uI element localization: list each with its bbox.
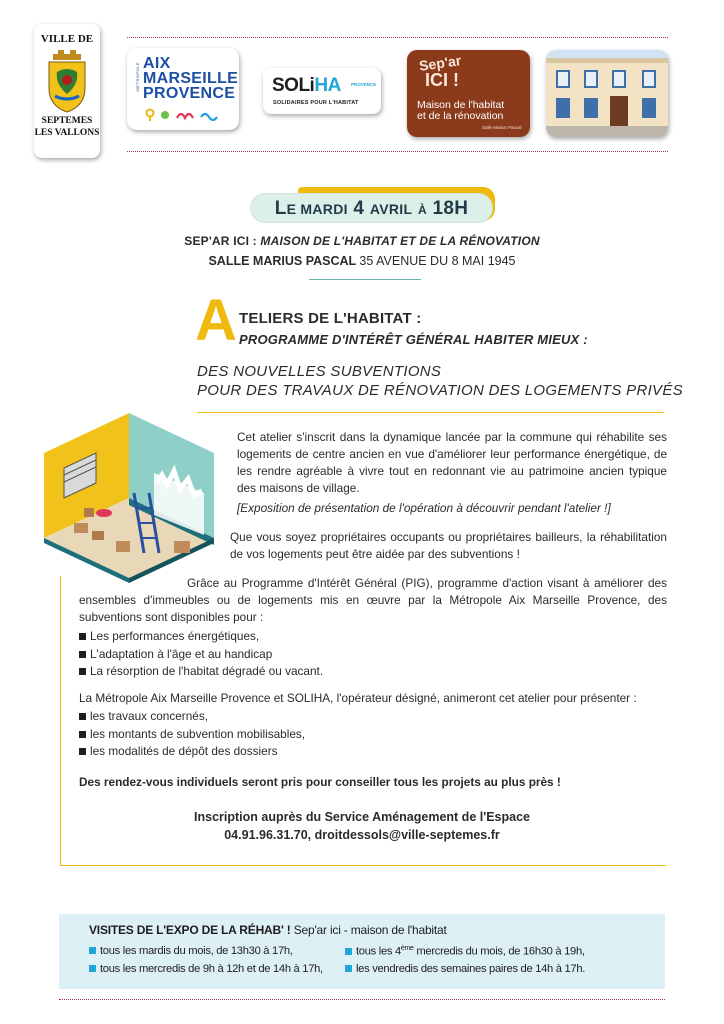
- date-a: À: [417, 203, 427, 217]
- separ-line-3: Maison de l'habitat: [417, 99, 505, 111]
- date-e-mardi: E MARDI: [286, 201, 348, 217]
- contact-line[interactable]: 04.91.96.31.70, droitdessols@ville-septemes.fr: [224, 828, 500, 842]
- bullet-icon: [345, 948, 352, 955]
- metropole-aix-marseille-logo: [127, 48, 239, 130]
- footer-dotted-line: [59, 999, 665, 1000]
- list-item: [79, 646, 323, 664]
- bullet-icon: [79, 748, 86, 755]
- building-photo: [546, 50, 668, 137]
- soliha-name: [272, 75, 341, 97]
- ville-top-label: VILLE DE: [40, 33, 94, 45]
- bullet-icon: [89, 947, 96, 954]
- exposition-note: [Exposition de présentation de l'opération à découvrir pendant l'atelier !]: [237, 501, 611, 515]
- list-item-text: les montants de subvention mobilisables,: [90, 726, 306, 741]
- metropole-name-line-3: PROVENCE: [143, 85, 236, 102]
- building-illustration-icon: [546, 50, 668, 137]
- metropole-side-label: MÉTROPOLE: [135, 62, 140, 92]
- title-subventions: [197, 362, 683, 400]
- renovation-room-illustration: [34, 413, 224, 583]
- inscription-line: Inscription auprès du Service Aménagement de l'Espace: [194, 810, 530, 824]
- visit-item-text: tous les mardis du mois, de 13h30 à 17h,: [100, 945, 293, 957]
- venue-separ: SEP'AR ICI :: [184, 234, 257, 248]
- list-item-text: L'adaptation à l'âge et au handicap: [90, 646, 273, 661]
- separ-line-1: Sep'ar: [418, 52, 463, 74]
- visit-item-text: tous les 4: [356, 945, 401, 958]
- list-item: [79, 743, 305, 761]
- event-date-banner: [250, 187, 495, 225]
- subventions-list: [79, 628, 323, 681]
- ville-septemes-logo: [34, 24, 100, 158]
- metropole-name-line-2: MARSEILLE: [143, 70, 239, 87]
- bullet-icon: [79, 713, 86, 720]
- venue-line-2: [0, 254, 724, 268]
- metropole-symbols-icon: [145, 108, 225, 122]
- visit-item-mercredis: [89, 963, 323, 975]
- separ-subtitle: [417, 100, 504, 122]
- bullet-icon: [79, 668, 86, 675]
- visit-item-text: tous les mercredis de 9h à 12h et de 14h à 17h,: [100, 963, 323, 975]
- proprietaires-paragraph: Que vous soyez propriétaires occupants ou propriétaires bailleurs, la réhabilitation de vos logements peut être aidée par des subventions !: [230, 530, 667, 561]
- metropole-soliha-paragraph: La Métropole Aix Marseille Provence et SOLIHA, l'opérateur désigné, animeront cet atelier pour présenter :: [79, 691, 637, 705]
- date-le: L: [274, 198, 287, 219]
- visit-item-vendredis: [345, 963, 585, 975]
- visit-item-text: les vendredis des semaines paires de 14h à 17h.: [356, 963, 586, 975]
- expo-heading-rest: Sep'ar ici - maison de l'habitat: [290, 923, 447, 937]
- metropole-name-line-1: AIX: [143, 55, 171, 72]
- title-initial-letter: A: [195, 288, 237, 353]
- title-subventions-line-1: DES NOUVELLES SUBVENTIONS: [197, 363, 442, 380]
- title-programme: PROGRAMME D'INTÉRÊT GÉNÉRAL HABITER MIEUX :: [239, 332, 588, 347]
- list-item: [79, 708, 305, 726]
- visit-item-4eme-mercredis: [345, 945, 585, 958]
- header-dotted-line-bottom: [127, 151, 668, 152]
- title-ateliers: TELIERS DE L'HABITAT :: [239, 310, 422, 327]
- list-item-text: les travaux concernés,: [90, 709, 209, 723]
- list-item: [79, 726, 305, 744]
- title-subventions-line-2: POUR DES TRAVAUX DE RÉNOVATION DES LOGEMENTS PRIVÉS: [197, 382, 683, 399]
- intro-paragraph: Cet atelier s'inscrit dans la dynamique lancée par la commune qui réhabilite ses logements de centre ancien en vue d'améliorer leur performance énergétique, de les rendre agréable à vivre tout en redonnant vie au patrimoine ancien typique des maisons de village.: [237, 430, 667, 495]
- metropole-name: [143, 56, 238, 101]
- pig-paragraph: Grâce au Programme d'Intérêt Général (PIG), programme d'action visant à améliorer des ensembles d'immeubles ou de logements mis en œuvre par la Métropole Aix Marseille Provence, des subventions sont disponibles pour :: [79, 576, 667, 624]
- separ-ici-logo: [407, 50, 530, 137]
- venue-salle: SALLE MARIUS PASCAL: [208, 254, 356, 268]
- visit-item-text-rest: mercredis du mois, de 16h30 à 19h,: [413, 945, 585, 958]
- event-date: [250, 198, 493, 220]
- date-time: 18H: [432, 198, 469, 219]
- venue-address: 35 AVENUE DU 8 MAI 1945: [359, 254, 516, 268]
- date-month: AVRIL: [369, 201, 413, 217]
- soliha-name-a: SOLi: [272, 75, 315, 96]
- presentation-list: [79, 708, 305, 761]
- expo-visits-box: [59, 914, 665, 989]
- bullet-icon: [79, 651, 86, 658]
- soliha-tagline: SOLIDAIRES POUR L'HABITAT: [273, 100, 359, 106]
- rendez-vous-note: Des rendez-vous individuels seront pris pour conseiller tous les projets au plus près !: [79, 775, 561, 789]
- list-item-text: les modalités de dépôt des dossiers: [90, 744, 278, 758]
- bullet-icon: [345, 965, 352, 972]
- venue-line-1: [0, 234, 724, 248]
- expo-visits-heading: [89, 923, 447, 937]
- visit-item-superscript: ème: [400, 945, 414, 952]
- venue-maison: MAISON DE L'HABITAT ET DE LA RÉNOVATION: [260, 234, 540, 248]
- soliha-region: PROVENCE: [351, 82, 377, 87]
- list-item: [79, 663, 323, 681]
- list-item-text: Les performances énergétiques,: [90, 629, 260, 643]
- separ-line-4: et de la rénovation: [417, 110, 504, 122]
- soliha-name-b: HA: [314, 75, 341, 96]
- coat-of-arms-icon: [44, 48, 90, 114]
- ville-bottom-label-1: SEPTEMES: [41, 116, 93, 126]
- content-bottom-border: [60, 865, 666, 866]
- header-dotted-line-top: [127, 37, 668, 38]
- expo-heading-bold: VISITES DE L'EXPO DE LA RÉHAB' !: [89, 923, 291, 937]
- bullet-icon: [79, 731, 86, 738]
- list-item-text: La résorption de l'habitat dégradé ou vacant.: [90, 664, 324, 678]
- list-item: [79, 628, 323, 646]
- venue-divider: [309, 279, 421, 280]
- separ-line-5: Salle Marius Pascal: [482, 125, 522, 130]
- separ-line-2: ICI !: [425, 70, 459, 90]
- bullet-icon: [79, 633, 86, 640]
- bullet-icon: [89, 965, 96, 972]
- soliha-logo: [263, 68, 381, 114]
- ville-bottom-label-2: LES VALLONS: [34, 128, 100, 138]
- title-divider: [197, 412, 664, 413]
- visit-item-mardis: [89, 945, 293, 957]
- date-number: 4: [353, 198, 365, 219]
